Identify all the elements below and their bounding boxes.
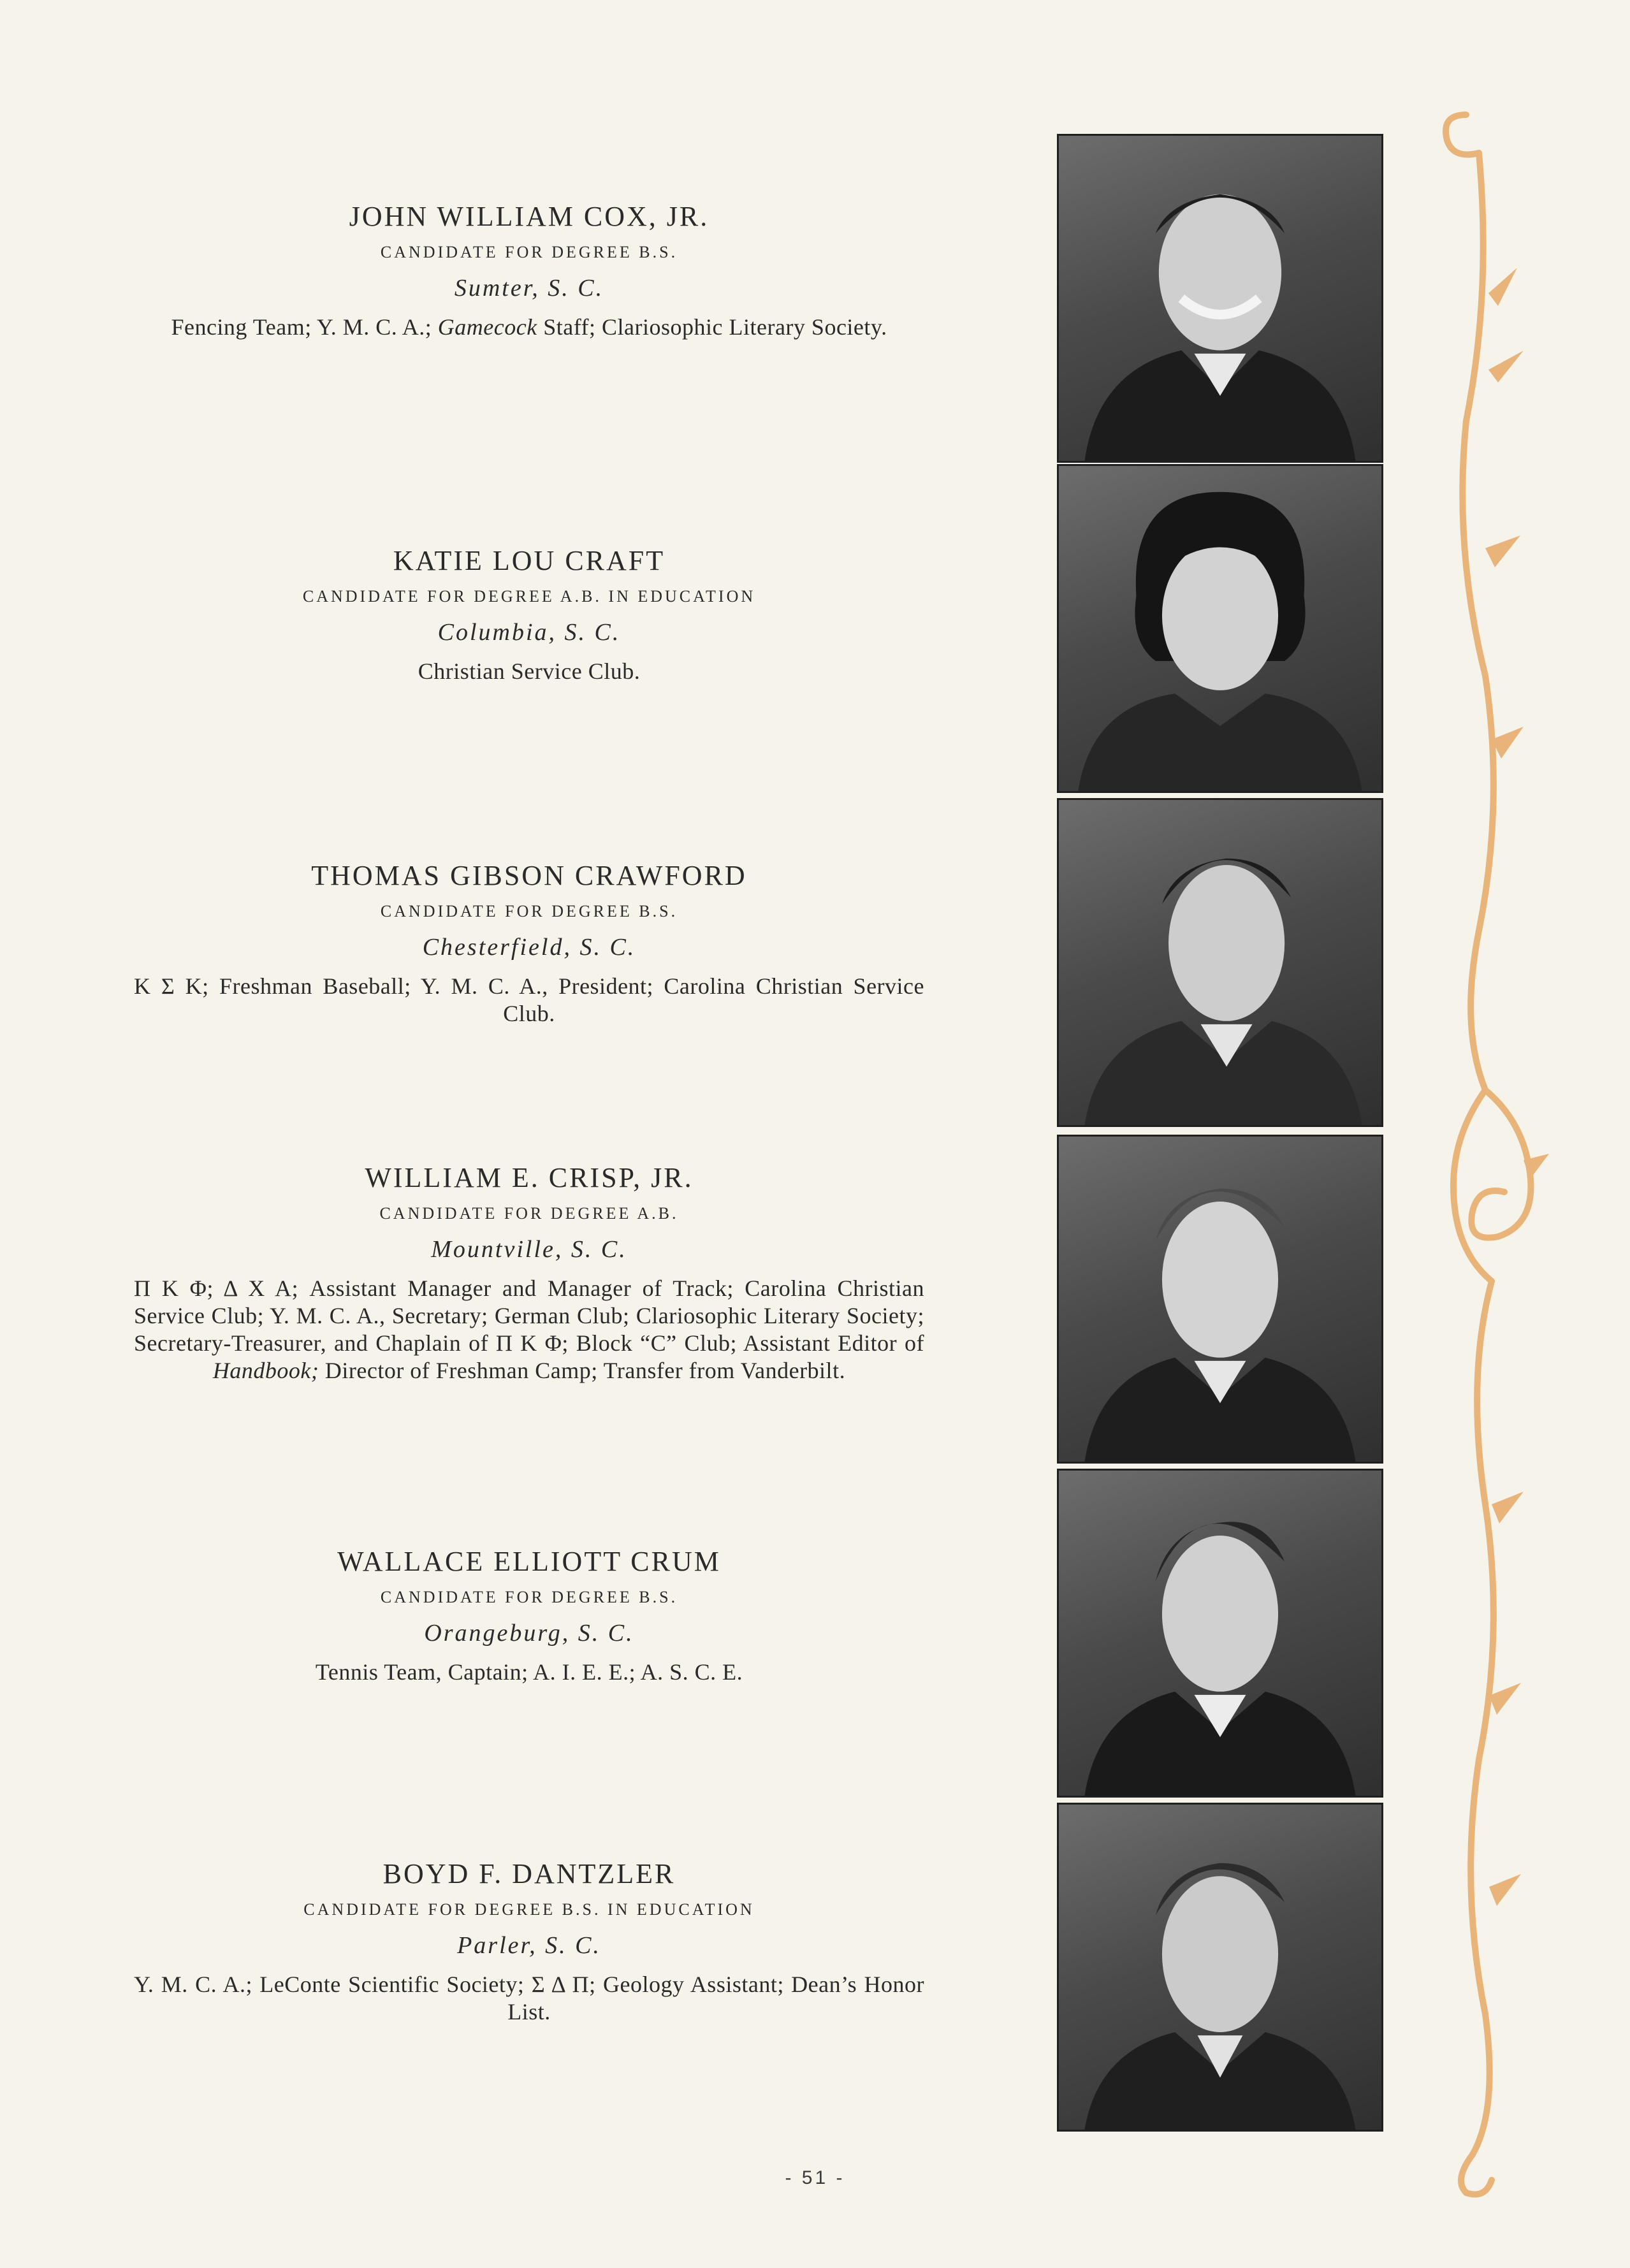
hometown: Chesterfield, S. C. bbox=[422, 934, 636, 961]
activities-part: Π Κ Φ; Δ Χ Α; Assistant Manager and Manager of Track; Carolina Christian Service Club; Y. M. C. A., Secretary; German Club; Clariosophic Literary Society; Secretary-Treasurer, and Chaplain of Π Κ Φ; Block “C” Club; Assistant Editor of bbox=[134, 1276, 924, 1356]
entry-crum bbox=[134, 1544, 924, 1686]
portrait-photo bbox=[1057, 1803, 1383, 2132]
portrait-woman-icon bbox=[1059, 466, 1381, 791]
portrait-man-icon bbox=[1059, 1137, 1381, 1462]
activities: Tennis Team, Captain; A. I. E. E.; A. S. C. E. bbox=[315, 1659, 743, 1685]
activities bbox=[134, 1275, 924, 1385]
publication-title: Handbook; bbox=[212, 1358, 319, 1383]
entry-dantzler bbox=[134, 1856, 924, 2026]
scroll-ornament-icon bbox=[1428, 102, 1555, 2206]
portrait-photo bbox=[1057, 134, 1383, 463]
student-name: WALLACE ELLIOTT CRUM bbox=[337, 1546, 721, 1577]
entry-crawford bbox=[134, 858, 924, 1028]
portrait-photo bbox=[1057, 1135, 1383, 1464]
student-name: WILLIAM E. CRISP, JR. bbox=[365, 1162, 694, 1193]
activities: Y. M. C. A.; LeConte Scientific Society; Σ Δ Π; Geology Assistant; Dean’s Honor List. bbox=[134, 1972, 924, 2024]
student-name: JOHN WILLIAM COX, JR. bbox=[349, 201, 709, 232]
page-number: - 51 - bbox=[785, 2167, 845, 2188]
student-name: BOYD F. DANTZLER bbox=[382, 1858, 676, 1889]
student-name: KATIE LOU CRAFT bbox=[393, 545, 666, 576]
hometown: Orangeburg, S. C. bbox=[424, 1620, 634, 1646]
activities: Christian Service Club. bbox=[418, 658, 641, 684]
entry-crisp bbox=[134, 1160, 924, 1385]
degree-line: CANDIDATE FOR DEGREE A.B. bbox=[379, 1204, 679, 1223]
portrait-man-icon bbox=[1059, 1805, 1381, 2130]
portrait-man-icon bbox=[1059, 136, 1381, 461]
entry-craft bbox=[134, 543, 924, 685]
activities: Κ Σ Κ; Freshman Baseball; Y. M. C. A., President; Carolina Christian Service Club. bbox=[134, 973, 924, 1026]
portrait-man-icon bbox=[1059, 1471, 1381, 1796]
hometown: Mountville, S. C. bbox=[431, 1236, 627, 1263]
publication-title: Gamecock bbox=[437, 314, 537, 340]
activities bbox=[134, 314, 924, 341]
entry-cox bbox=[134, 199, 924, 341]
portrait-photo bbox=[1057, 1469, 1383, 1798]
portrait-man-icon bbox=[1059, 800, 1381, 1125]
portrait-photo bbox=[1057, 798, 1383, 1127]
activities-part: Staff; Clariosophic Literary Society. bbox=[537, 314, 887, 340]
degree-line: CANDIDATE FOR DEGREE B.S. IN EDUCATION bbox=[303, 1900, 755, 1919]
degree-line: CANDIDATE FOR DEGREE A.B. IN EDUCATION bbox=[302, 587, 756, 606]
activities-part: Director of Freshman Camp; Transfer from Vanderbilt. bbox=[319, 1358, 846, 1383]
degree-line: CANDIDATE FOR DEGREE B.S. bbox=[380, 243, 678, 261]
portrait-photo bbox=[1057, 464, 1383, 793]
hometown: Columbia, S. C. bbox=[437, 619, 621, 646]
hometown: Parler, S. C. bbox=[457, 1932, 601, 1959]
hometown: Sumter, S. C. bbox=[454, 275, 604, 302]
activities-part: Fencing Team; Y. M. C. A.; bbox=[171, 314, 438, 340]
degree-line: CANDIDATE FOR DEGREE B.S. bbox=[380, 902, 678, 920]
degree-line: CANDIDATE FOR DEGREE B.S. bbox=[380, 1588, 678, 1606]
student-name: THOMAS GIBSON CRAWFORD bbox=[311, 860, 747, 891]
